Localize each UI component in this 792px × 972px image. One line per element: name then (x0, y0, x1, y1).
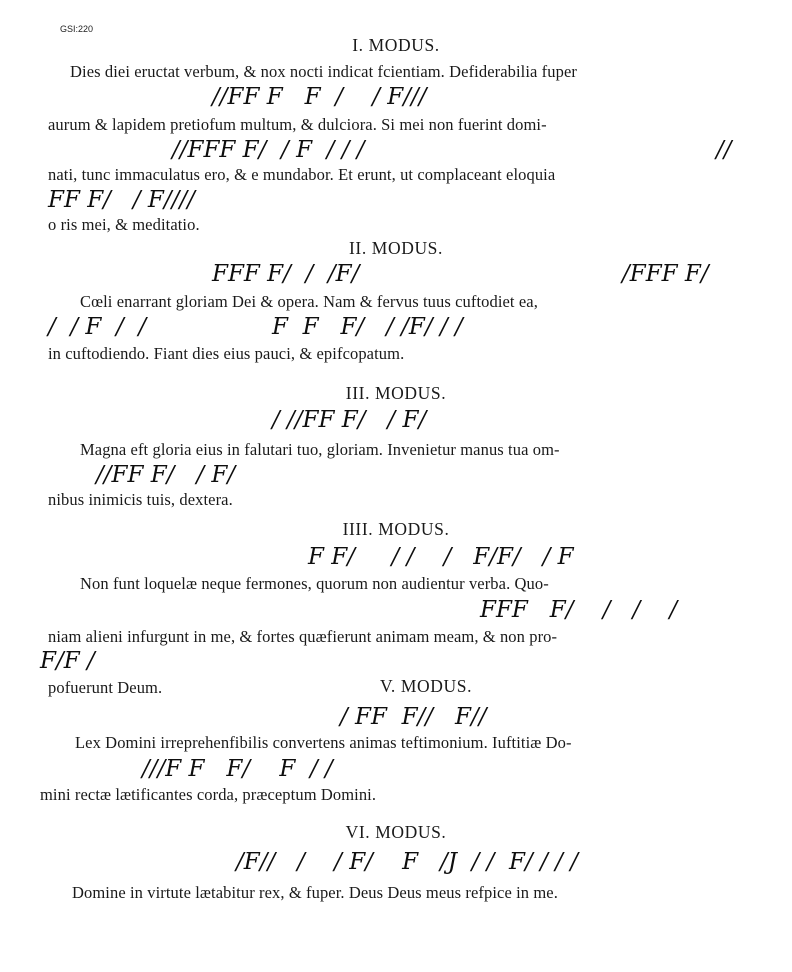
mode-5-text-line-2: mini rectæ lætificantes corda, præceptum Domini. (40, 785, 377, 804)
mode-1-heading: I. MODUS. (352, 35, 440, 55)
mode-1-text-line-1: Dies diei eructat verbum, & nox nocti indicat fcientiam. Defiderabilia fuper (70, 62, 577, 81)
mode-1-text-line-3: nati, tunc immaculatus ero, & e mundabor. Et erunt, ut complaceant eloquia (48, 165, 556, 184)
mode-3-text-line-1: Magna eft gloria eius in falutari tuo, gloriam. Invenietur manus tua om- (80, 440, 560, 459)
reference-code: GSI:220 (60, 24, 94, 34)
mode-3-heading: III. MODUS. (345, 383, 447, 403)
mode-4-neumes-3: F/F / (40, 648, 95, 674)
mode-5-neumes-2: ///F F F/ F / / (142, 756, 333, 782)
mode-1-neumes-3: // (716, 137, 732, 163)
mode-5-neumes-1: / FF F// F// (340, 704, 487, 730)
mode-6-neumes-1: /F// / / F/ F /J / / F/ / / / (236, 849, 578, 875)
mode-4-heading: IIII. MODUS. (342, 519, 450, 539)
mode-1-neumes-1: //FF F F / / F/// (212, 84, 427, 110)
mode-2-text-line-2: in cuftodiendo. Fiant dies eius pauci, & epifcopatum. (48, 344, 405, 363)
mode-2-heading: II. MODUS. (349, 238, 443, 258)
mode-1-neumes-4: FF F/ / F//// (48, 187, 195, 213)
mode-5-text-line-1: Lex Domini irreprehenfibilis convertens animas teftimonium. Iuftitiæ Do- (75, 733, 572, 752)
mode-6-heading: VI. MODUS. (345, 822, 447, 842)
mode-3-neumes-1: / //FF F/ / F/ (272, 407, 427, 433)
mode-4-text-line-3: pofuerunt Deum. (48, 678, 163, 697)
mode-4-neumes-2: FFF F/ / / / (480, 597, 678, 623)
mode-1-text-line-2: aurum & lapidem pretiofum multum, & dulciora. Si mei non fuerint domi- (48, 115, 547, 134)
mode-1-neumes-2: //FFF F/ / F / / / (172, 137, 365, 163)
mode-2-neumes-1: FFF F/ / /F/ (212, 261, 360, 287)
mode-1-text-line-4: o ris mei, & meditatio. (48, 215, 200, 234)
mode-5-heading: V. MODUS. (379, 676, 473, 696)
mode-2-neumes-3: / / F / / (48, 314, 147, 340)
mode-4-text-line-1: Non funt loquelæ neque fermones, quorum non audientur verba. Quo- (80, 574, 549, 593)
mode-2-neumes-4: F F F/ / /F/ / / (272, 314, 463, 340)
mode-2-neumes-2: /FFF F/ (622, 261, 709, 287)
mode-3-neumes-2: //FF F/ / F/ (96, 462, 236, 488)
mode-2-text-line-1: Cœli enarrant gloriam Dei & opera. Nam & fervus tuus cuftodiet ea, (80, 292, 538, 311)
mode-4-text-line-2: niam alieni infurgunt in me, & fortes quæfierunt animam meam, & non pro- (48, 627, 558, 646)
mode-4-neumes-1: F F/ / / / F/F/ / F (308, 544, 574, 570)
mode-3-text-line-2: nibus inimicis tuis, dextera. (48, 490, 233, 509)
mode-6-text-line-1: Domine in virtute lætabitur rex, & fuper. Deus Deus meus refpice in me. (72, 883, 558, 902)
